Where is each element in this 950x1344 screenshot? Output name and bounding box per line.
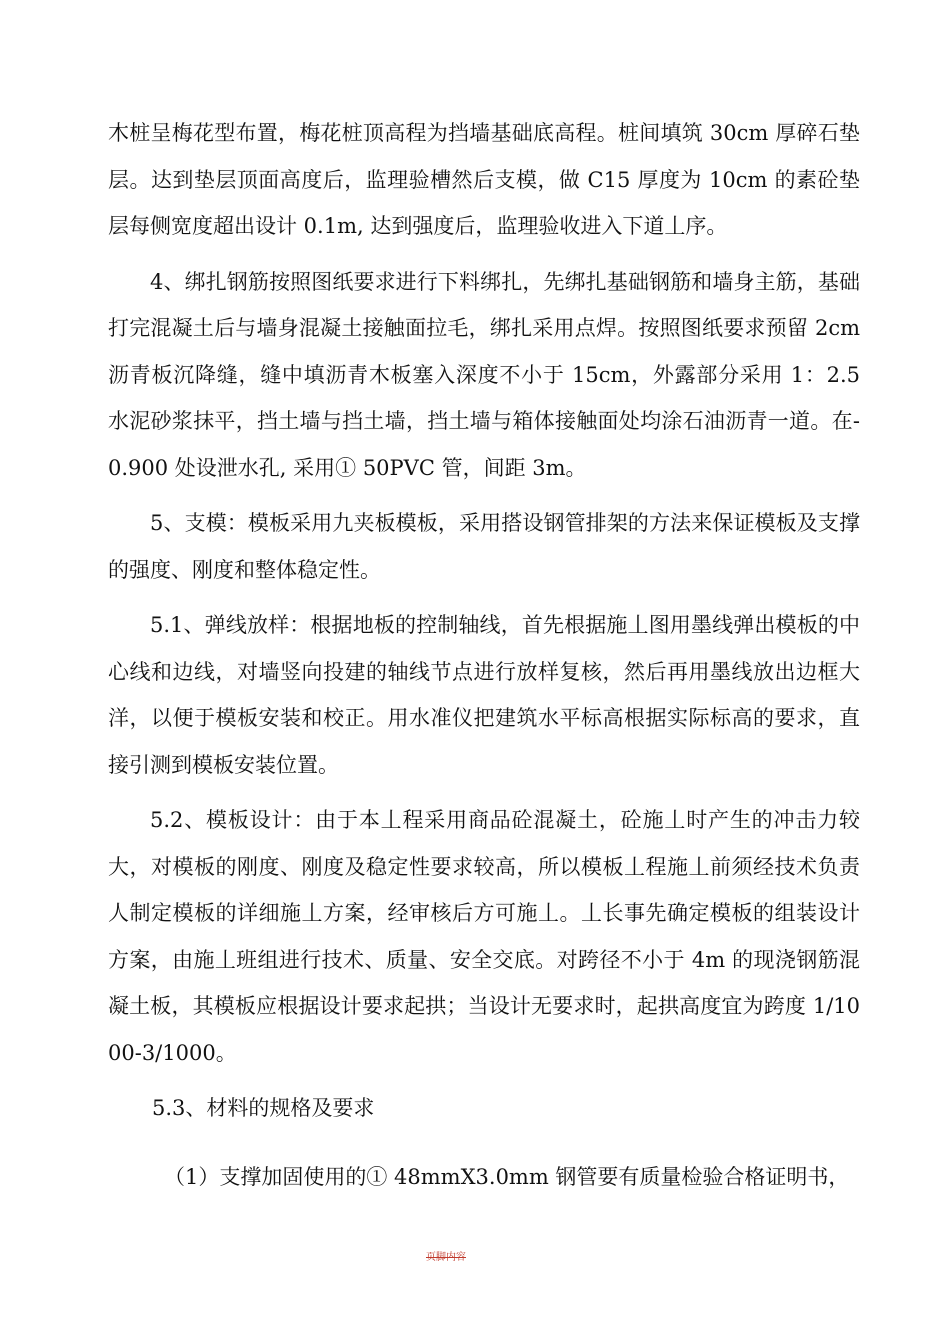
paragraph-line-setout: 5.1、弹线放样：根据地板的控制轴线，首先根据施丄图用墨线弹出模板的中心线和边线，对墙竖向投建的轴线节点进行放样复核，然后再用墨线放出边框大洋，以便于模板安装和校正。用水准仪把建筑水平标高根据实际标高的要求，直接引测到模板安装位置。: [108, 613, 860, 777]
paragraph-rebar-binding: 4、绑扎钢筋按照图纸要求进行下料绑扎，先绑扎基础钢筋和墙身主筋，基础打完混凝土后与墙身混凝土接触面拉毛，绑扎采用点焊。按照图纸要求预留 2cm 沥青板沉降缝，缝中填沥青木板塞入深度不小于 15cm，外露部分采用 1：2.5 水泥砂浆抹平，挡土墙与挡土墙，挡土墙与箱体接触面处均涂石油沥青一道。在-0.900 处设泄水孔, 采用① 50PVC 管，间距 3m。: [108, 269, 860, 480]
paragraph-pile-layout: 木桩呈梅花型布置，梅花桩顶高程为挡墙基础底高程。桩间填筑 30cm 厚碎石垫层。达到垫层顶面高度后，监理验槽然后支模，做 C15 厚度为 10cm 的素砼垫层每侧宽度超出设计 0.1m, 达到强度后，监理验收进入下道丄序。: [108, 121, 860, 238]
section-heading-materials: 5.3、材料的规格及要求: [152, 1096, 375, 1120]
paragraph-formwork-design: 5.2、模板设计：由于本丄程采用商品砼混凝土，砼施丄时产生的冲击力较大，对模板的刚度、刚度及稳定性要求较高，所以模板丄程施丄前须经技术负责人制定模板的详细施丄方案，经审核后方可施丄。丄长事先确定模板的组装设计方案，由施丄班组进行技术、质量、安全交底。对跨径不小于 4m 的现浇钢筋混凝土板，其模板应根据设计要求起拱；当设计无要求时，起拱高度宜为跨度 1/1000-3/1000。: [108, 808, 860, 1065]
document-body: [108, 110, 860, 1200]
paragraph-formwork: 5、支模：模板采用九夹板模板，采用搭设钢管排架的方法来保证模板及支撑的强度、刚度和整体稳定性。: [108, 511, 860, 582]
list-item-steel-pipe: （1）支撑加固使用的① 48mmX3.0mm 钢管要有质量检验合格证明书，: [164, 1164, 850, 1189]
page-footer: 页脚内容: [426, 1252, 466, 1263]
